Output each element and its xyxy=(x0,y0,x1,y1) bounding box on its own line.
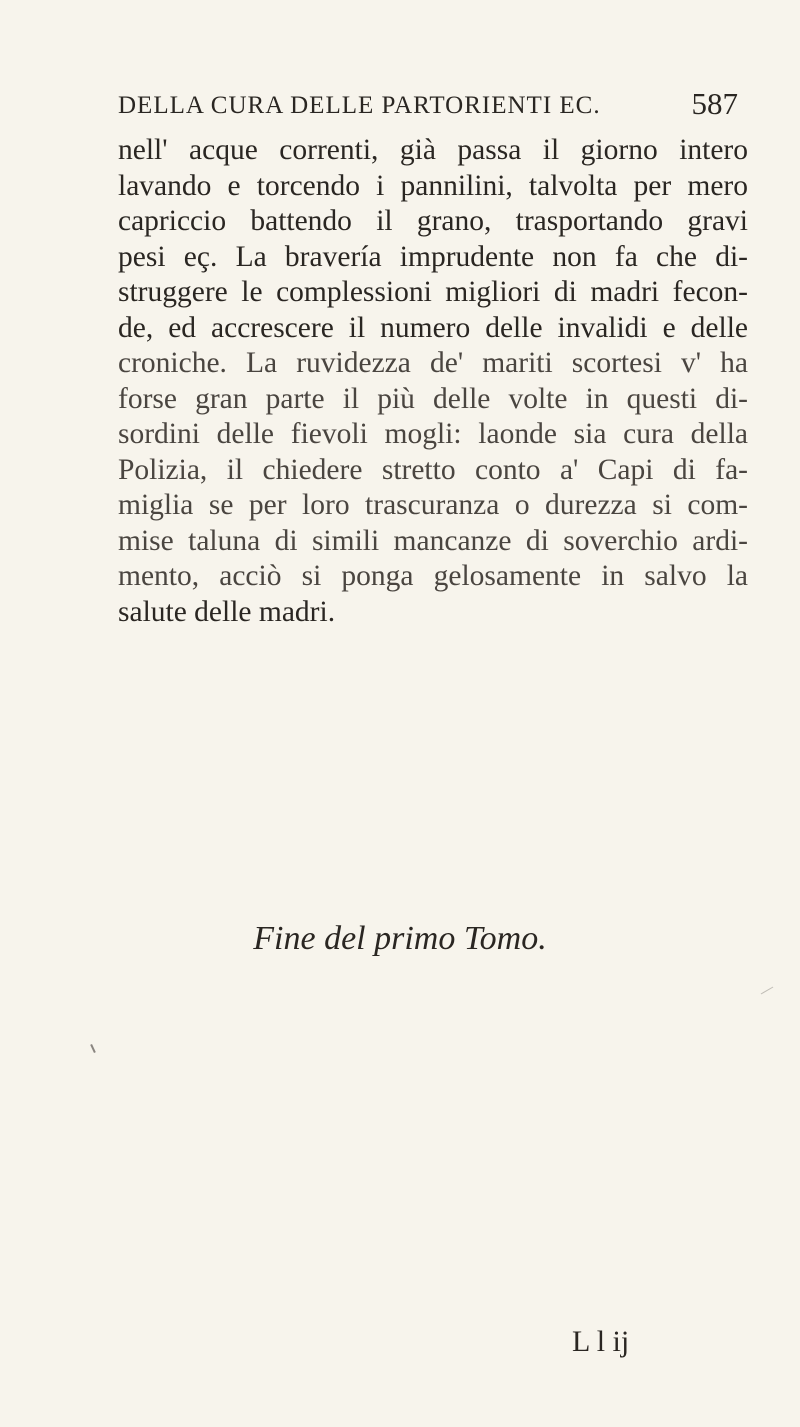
text-line: miglia se per loro trascuranza o durezza si com- xyxy=(118,489,748,521)
text-line: mise taluna di simili mancanze di soverchio ardi- xyxy=(118,524,748,557)
ink-speck xyxy=(761,987,774,995)
text-line: pesi eç. La bravería imprudente non fa che di- xyxy=(118,240,748,273)
closing-line: Fine del primo Tomo. xyxy=(253,920,547,957)
page-number: 587 xyxy=(691,86,738,121)
text-line: de, ed accrescere il numero delle invalidi e delle xyxy=(118,311,748,344)
text-line: nell' acque correnti, già passa il giorno intero xyxy=(118,134,748,166)
text-line: Polizia, il chiedere stretto conto a' Capi di fa- xyxy=(118,453,748,486)
signature-mark: L l ij xyxy=(572,1325,630,1358)
text-line: lavando e torcendo i pannilini, talvolta per mero xyxy=(118,169,748,202)
text-line: croniche. La ruvidezza de' mariti scortesi v' ha xyxy=(118,347,748,379)
text-line: capriccio battendo il grano, trasportando gravi xyxy=(118,205,748,237)
running-title: DELLA CURA DELLE PARTORIENTI EC. xyxy=(118,92,601,119)
body-paragraph xyxy=(118,133,748,630)
text-line: forse gran parte il più delle volte in questi di- xyxy=(118,382,748,415)
ink-speck xyxy=(90,1044,96,1053)
text-line: salute delle madri. xyxy=(118,595,336,628)
text-line: sordini delle fievoli mogli: laonde sia cura della xyxy=(118,418,748,450)
text-line: struggere le complessioni migliori di madri fecon- xyxy=(118,276,748,308)
running-head xyxy=(118,86,738,126)
text-line: mento, acciò si ponga gelosamente in salvo la xyxy=(118,560,748,592)
